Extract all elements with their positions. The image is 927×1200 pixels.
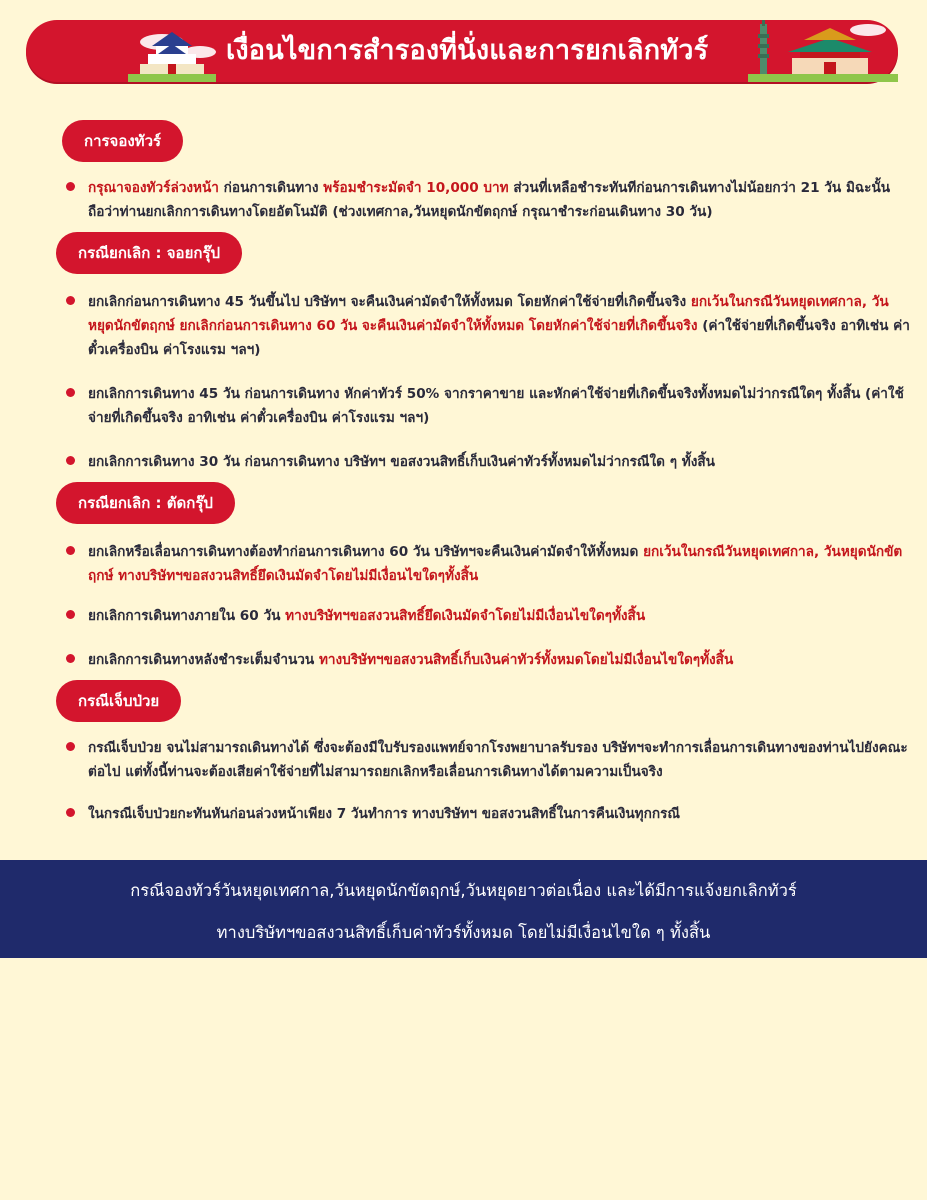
list-item xyxy=(66,540,912,588)
section-header-cancel-private: กรณียกเลิก : ตัดกรุ๊ป xyxy=(56,482,235,524)
list-item-text: กรุณาจองทัวร์ล่วงหน้า ก่อนการเดินทาง พร้อมชำระมัดจำ 10,000 บาท ส่วนที่เหลือชำระทันทีก่อนการเดินทางไม่น้อยกว่า 21 วัน มิฉะนั้นถือว่าท่านยกเลิกการเดินทางโดยอัตโนมัติ (ช่วงเทศกาล,วันหยุดนักขัตฤกษ์ กรุณาชำระก่อนเดินทาง 30 วัน) xyxy=(88,180,891,220)
list-item xyxy=(66,176,912,224)
footer-notice xyxy=(0,860,927,958)
bullet-icon xyxy=(66,546,75,555)
list-item-text: ยกเลิกการเดินทางหลังชำระเต็มจำนวน ทางบริษัทฯขอสงวนสิทธิ์เก็บเงินค่าทัวร์ทั้งหมดโดยไม่มีเงื่อนไขใดๆทั้งสิ้น xyxy=(88,652,734,668)
list-item-text: ยกเลิกการเดินทาง 45 วัน ก่อนการเดินทาง หักค่าทัวร์ 50% จากราคาขาย และหักค่าใช้จ่ายที่เกิดขึ้นจริงทั้งหมดไม่ว่ากรณีใดๆ ทั้งสิ้น (ค่าใช้จ่ายที่เกิดขึ้นจริง อาทิเช่น ค่าตั๋วเครื่องบิน ค่าโรงแรม ฯลฯ) xyxy=(88,386,904,426)
list-item xyxy=(66,604,912,628)
list-item xyxy=(66,450,912,474)
list-item-text: ยกเลิกการเดินทาง 30 วัน ก่อนการเดินทาง บริษัทฯ ขอสงวนสิทธิ์เก็บเงินค่าทัวร์ทั้งหมดไม่ว่ากรณีใด ๆ ทั้งสิ้น xyxy=(88,454,715,470)
bullet-icon xyxy=(66,296,75,305)
list-item-text: กรณีเจ็บป่วย จนไม่สามารถเดินทางได้ ซึ่งจะต้องมีใบรับรองแพทย์จากโรงพยาบาลรับรอง บริษัทฯจะทำการเลื่อนการเดินทางของท่านไปยังคณะต่อไป แต่ทั้งนี้ท่านจะต้องเสียค่าใช้จ่ายที่ไม่สามารถยกเลิกหรือเลื่อนการเดินทางได้ตามความเป็นจริง xyxy=(88,740,908,780)
bullet-icon xyxy=(66,182,75,191)
section-header-illness: กรณีเจ็บป่วย xyxy=(56,680,181,722)
banner-title: เงื่อนไขการสำรองที่นั่งและการยกเลิกทัวร์ xyxy=(226,35,709,66)
footer-line-2: ทางบริษัทฯขอสงวนสิทธิ์เก็บค่าทัวร์ทั้งหมด โดยไม่มีเงื่อนไขใด ๆ ทั้งสิ้น xyxy=(216,923,711,942)
bullet-icon xyxy=(66,742,75,751)
list-item-text: ยกเลิกก่อนการเดินทาง 45 วันขึ้นไป บริษัทฯ จะคืนเงินค่ามัดจำให้ทั้งหมด โดยหักค่าใช้จ่ายที่เกิดขึ้นจริง ยกเว้นในกรณีวันหยุดเทศกาล, วันหยุดนักขัตฤกษ์ ยกเลิกก่อนการเดินทาง 60 วัน จะคืนเงินค่ามัดจำให้ทั้งหมด โดยหักค่าใช้จ่ายที่เกิดขึ้นจริง (ค่าใช้จ่ายที่เกิดขึ้นจริง อาทิเช่น ค่าตั๋วเครื่องบิน ค่าโรงแรม ฯลฯ) xyxy=(88,294,910,358)
bullet-icon xyxy=(66,456,75,465)
list-item xyxy=(66,382,912,430)
list-item-text: ยกเลิกการเดินทางภายใน 60 วัน ทางบริษัทฯขอสงวนสิทธิ์ยึดเงินมัดจำโดยไม่มีเงื่อนไขใดๆทั้งสิ้น xyxy=(88,608,646,624)
memorial-hall-illustration xyxy=(122,24,222,82)
title-banner xyxy=(26,20,898,82)
list-item xyxy=(66,648,912,672)
section-header-cancel-join: กรณียกเลิก : จอยกรุ๊ป xyxy=(56,232,242,274)
bullet-icon xyxy=(66,654,75,663)
bullet-icon xyxy=(66,808,75,817)
list-item xyxy=(66,802,912,826)
list-item xyxy=(66,290,912,362)
section-header-booking: การจองทัวร์ xyxy=(62,120,183,162)
taipei-landmarks-illustration xyxy=(748,20,898,82)
list-item-text: ยกเลิกหรือเลื่อนการเดินทางต้องทำก่อนการเดินทาง 60 วัน บริษัทฯจะคืนเงินค่ามัดจำให้ทั้งหมด ยกเว้นในกรณีวันหยุดเทศกาล, วันหยุดนักขัตฤกษ์ ทางบริษัทฯขอสงวนสิทธิ์ยึดเงินมัดจำโดยไม่มีเงื่อนไขใดๆทั้งสิ้น xyxy=(88,544,903,584)
footer-line-1: กรณีจองทัวร์วันหยุดเทศกาล,วันหยุดนักขัตฤกษ์,วันหยุดยาวต่อเนื่อง และได้มีการแจ้งยกเลิกทัวร์ xyxy=(130,881,797,900)
bullet-icon xyxy=(66,610,75,619)
list-item xyxy=(66,736,912,784)
bullet-icon xyxy=(66,388,75,397)
list-item-text: ในกรณีเจ็บป่วยกะทันหันก่อนล่วงหน้าเพียง 7 วันทำการ ทางบริษัทฯ ขอสงวนสิทธิ์ในการคืนเงินทุกกรณี xyxy=(88,806,681,822)
